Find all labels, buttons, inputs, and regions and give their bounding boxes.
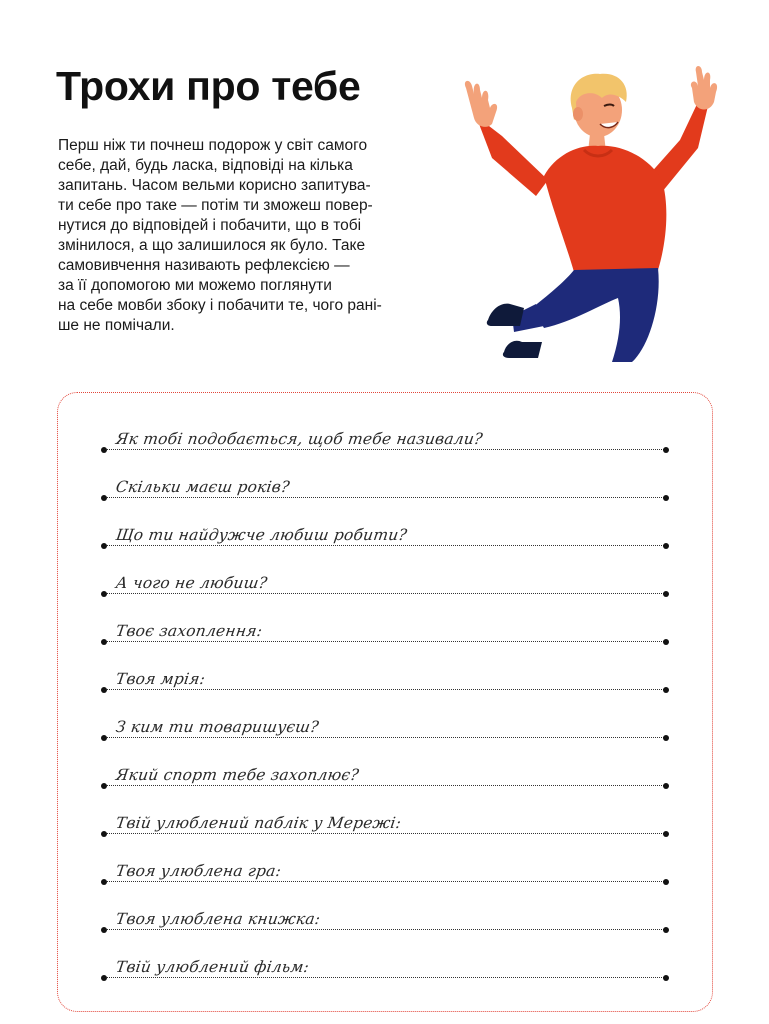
question-line[interactable] (104, 602, 666, 642)
intro-line: нутися до відповідей і побачити, що в тобі (58, 217, 362, 234)
line-end-dot (663, 831, 669, 837)
writing-line (104, 593, 666, 594)
writing-line (104, 737, 666, 738)
line-end-dot (663, 543, 669, 549)
question-line[interactable] (104, 938, 666, 978)
right-hand (691, 66, 717, 110)
writing-line (104, 977, 666, 978)
question-line[interactable] (104, 842, 666, 882)
line-end-dot (663, 639, 669, 645)
page-title: Трохи про тебе (56, 63, 361, 109)
shoe-front (503, 341, 542, 358)
writing-line (104, 881, 666, 882)
writing-line (104, 641, 666, 642)
line-start-dot (101, 447, 107, 453)
line-start-dot (101, 495, 107, 501)
writing-line (104, 785, 666, 786)
question-line[interactable] (104, 698, 666, 738)
line-end-dot (663, 783, 669, 789)
question-line[interactable] (104, 458, 666, 498)
pants (532, 268, 659, 362)
line-start-dot (101, 639, 107, 645)
question-prompt: Твоя улюблена книжка: (114, 910, 322, 928)
intro-line: змінилося, а що залишилося як було. Таке (58, 237, 366, 254)
writing-line (104, 833, 666, 834)
jumping-boy-illustration (452, 58, 732, 368)
question-prompt: Як тобі подобається, щоб тебе називали? (114, 430, 484, 448)
question-line[interactable] (104, 890, 666, 930)
question-line[interactable] (104, 794, 666, 834)
line-start-dot (101, 735, 107, 741)
left-arm (476, 116, 548, 196)
torso (544, 146, 666, 272)
intro-line: Перш ніж ти почнеш подорож у світ самого (58, 137, 368, 154)
question-prompt: Який спорт тебе захоплює? (114, 766, 361, 784)
line-end-dot (663, 975, 669, 981)
question-prompt: А чого не любиш? (114, 574, 269, 592)
ear (573, 107, 583, 121)
question-prompt: Твій улюблений фільм: (114, 958, 311, 976)
line-end-dot (663, 447, 669, 453)
intro-line: ти себе про таке — потім ти зможеш повер- (58, 197, 373, 214)
question-line[interactable] (104, 506, 666, 546)
intro-line: запитань. Часом вельми корисно запитува- (58, 177, 371, 194)
line-start-dot (101, 927, 107, 933)
line-end-dot (663, 927, 669, 933)
writing-line (104, 449, 666, 450)
line-start-dot (101, 879, 107, 885)
intro-line: себе, дай, будь ласка, відповіді на кілька (58, 157, 353, 174)
intro-line: на себе мовби збоку і побачити те, чого рані- (58, 297, 382, 314)
question-prompt: Твій улюблений паблік у Мережі: (114, 814, 403, 832)
intro-line: ше не помічали. (58, 317, 175, 334)
question-prompt: Твоя мрія: (114, 670, 207, 688)
line-start-dot (101, 831, 107, 837)
writing-line (104, 689, 666, 690)
question-prompt: Твоя улюблена гра: (114, 862, 283, 880)
writing-line (104, 929, 666, 930)
line-end-dot (663, 495, 669, 501)
line-start-dot (101, 687, 107, 693)
line-start-dot (101, 591, 107, 597)
question-line[interactable] (104, 650, 666, 690)
intro-line: за її допомогою ми можемо поглянути (58, 277, 332, 294)
writing-line (104, 497, 666, 498)
question-line[interactable] (104, 746, 666, 786)
question-prompt: З ким ти товаришуєш? (114, 718, 321, 736)
left-hand (465, 81, 497, 127)
line-end-dot (663, 735, 669, 741)
shoe-back (487, 304, 524, 326)
line-start-dot (101, 783, 107, 789)
question-prompt: Що ти найдужче любиш робити? (114, 526, 409, 544)
intro-paragraph (58, 136, 414, 336)
writing-line (104, 545, 666, 546)
line-end-dot (663, 591, 669, 597)
question-prompt: Скільки маєш років? (114, 478, 291, 496)
question-prompt: Твоє захоплення: (114, 622, 264, 640)
line-start-dot (101, 543, 107, 549)
line-end-dot (663, 687, 669, 693)
intro-line: самовивчення називають рефлексією — (58, 257, 350, 274)
line-end-dot (663, 879, 669, 885)
line-start-dot (101, 975, 107, 981)
question-line[interactable] (104, 554, 666, 594)
question-line[interactable] (104, 410, 666, 450)
